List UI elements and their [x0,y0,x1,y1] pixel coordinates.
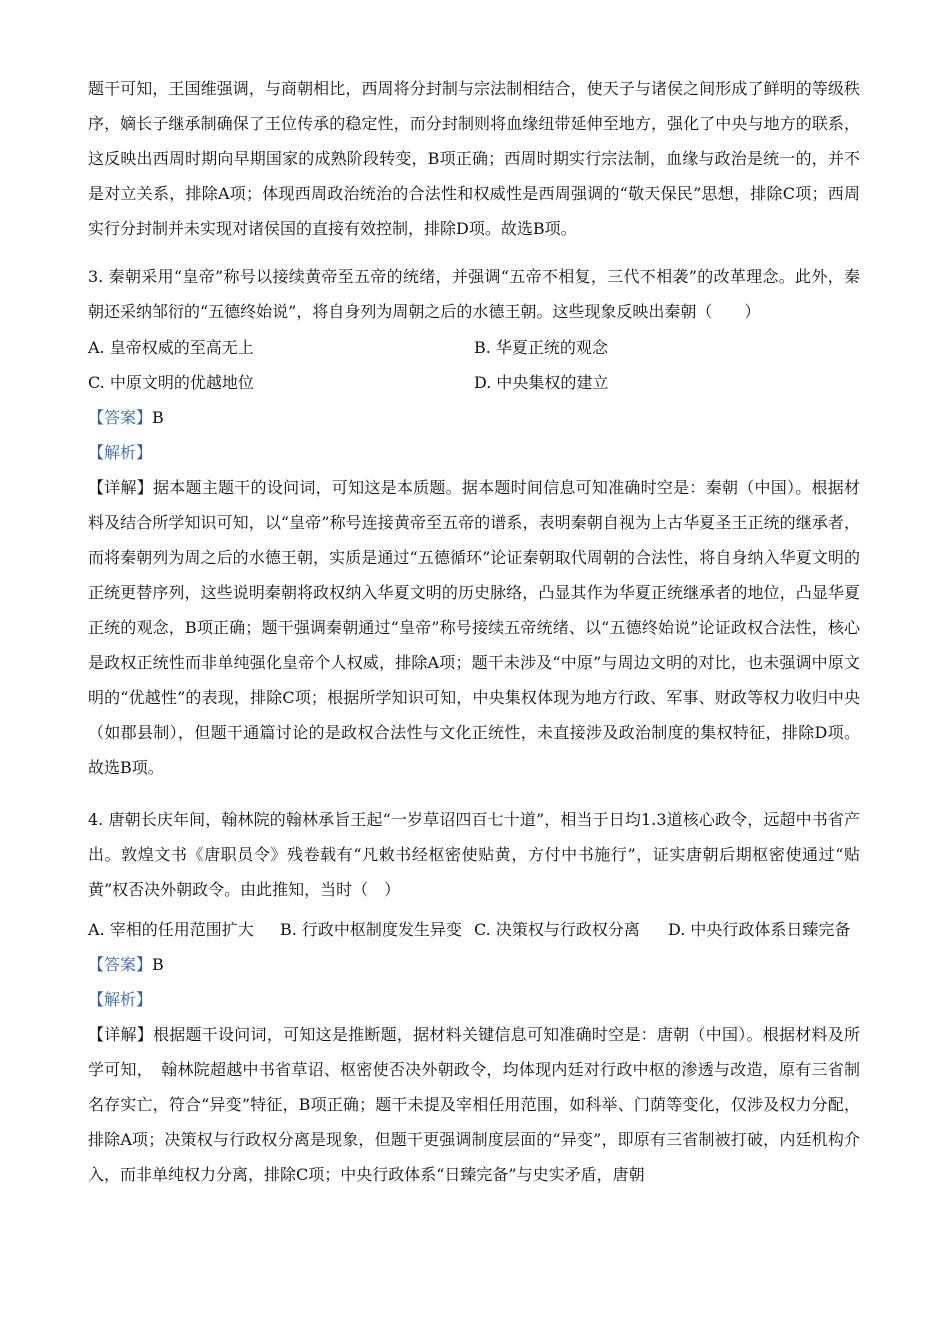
detail-tag: 【详解】 [88,478,154,497]
q4-option-c: C. 决策权与行政权分离 [474,920,640,939]
detail-text: 据本题主题干的设问词，可知这是本质题。据本题时间信息可知准确时空是：秦朝（中国）。根据材料及结合所学知识可知，以“皇帝”称号连接黄帝至五帝的谱系，表明秦朝自视为上古华夏圣王正统的继承者，而将秦朝列为周之后的水德王朝，实质是通过“五德循环”论证秦朝取代周朝的合法性，将自身纳入华夏文明的正统更替序列，这些说明秦朝将政权纳入华夏文明的历史脉络，凸显其作为华夏正统继承者的地位，凸显华夏正统的观念，B项正确；题干强调秦朝通过“皇帝”称号接续五帝统绪、以“五德终始说”论证政权合法性，核心是政权正统性而非单纯强化皇帝个人权威，排除A项；题干未涉及“中原”与周边文明的对比，也未强调中原文明的“优越性”的表现，排除C项；根据所学知识可知，中央集权体现为地方行政、军事、财政等权力收归中央（如郡县制），但题干通篇讨论的是政权合法性与文化正统性，未直接涉及政治制度的集权特征，排除D项。故选B项。 [88,478,860,777]
detail-text: 根据题干设问词，可知这是推断题，据材料关键信息可知准确时空是：唐朝（中国）。根据材料及所学可知， 翰林院超越中书省草诏、枢密使否决外朝政令，均体现内廷对行政中枢的渗透与改造，原有三省制名存实亡，符合“异变”特征，B项正确；题干未提及宰相任用范围，如科举、门荫等变化，仅涉及权力分配，排除A项；决策权与行政权分离是现象，但题干更强调制度层面的“异变”，即原有三省制被打破，内廷机构介入，而非单纯权力分离，排除C项；中央行政体系“日臻完备”与史实矛盾，唐朝 [88,1025,860,1184]
q3-option-d: D. 中央集权的建立 [474,373,609,392]
q3-analysis-tag: 【解析】 [88,443,153,462]
q3-answer-line [88,406,164,430]
q3-option-c: C. 中原文明的优越地位 [88,373,254,392]
answer-tag: 【答案】 [88,408,153,427]
q2-analysis-continued: 题干可知，王国维强调，与商朝相比，西周将分封制与宗法制相结合，使天子与诸侯之间形成了鲜明的等级秩序，嫡长子继承制确保了王位传承的稳定性，而分封制则将血缘纽带延伸至地方，强化了中央与地方的联系，这反映出西周时期向早期国家的成熟阶段转变，B项正确；西周时期实行宗法制，血缘与政治是统一的，并不是对立关系，排除A项；体现西周政治统治的合法性和权威性是西周强调的“敬天保民”思想，排除C项；西周实行分封制并未实现对诸侯国的直接有效控制，排除D项。故选B项。 [88,79,860,238]
q4-option-a: A. 宰相的任用范围扩大 [88,920,254,939]
q4-analysis-tag: 【解析】 [88,990,153,1009]
q4-answer-line [88,953,164,977]
q3-option-b: B. 华夏正统的观念 [474,338,608,357]
answer-tag: 【答案】 [88,955,153,974]
q4-detail [88,1017,860,1192]
q3-stem: 3. 秦朝采用“皇帝”称号以接续黄帝至五帝的统绪，并强调“五帝不相复，三代不相袭”的改革理念。此外，秦朝还采纳邹衍的“五德终始说”，将自身列为周朝之后的水德王朝。这些现象反映出秦朝（ ） [88,267,860,321]
q4-option-d: D. 中央行政体系日臻完备 [668,920,851,939]
detail-tag: 【详解】 [88,1025,154,1044]
answer-value: B [152,955,164,974]
q3-detail [88,470,860,785]
q4-stem: 4. 唐朝长庆年间，翰林院的翰林承旨王起“一岁草诏四百七十道”，相当于日均1.3道核心政令，远超中书省产出。敦煌文书《唐职员令》残卷载有“凡敕书经枢密使贴黄，方付中书施行”，证实唐朝后期枢密使通过“贴黄”权否决外朝政令。由此推知，当时（ ） [88,810,860,899]
q3-option-a: A. 皇帝权威的至高无上 [88,338,254,357]
answer-value: B [152,408,164,427]
q4-option-b: B. 行政中枢制度发生异变 [280,920,462,939]
